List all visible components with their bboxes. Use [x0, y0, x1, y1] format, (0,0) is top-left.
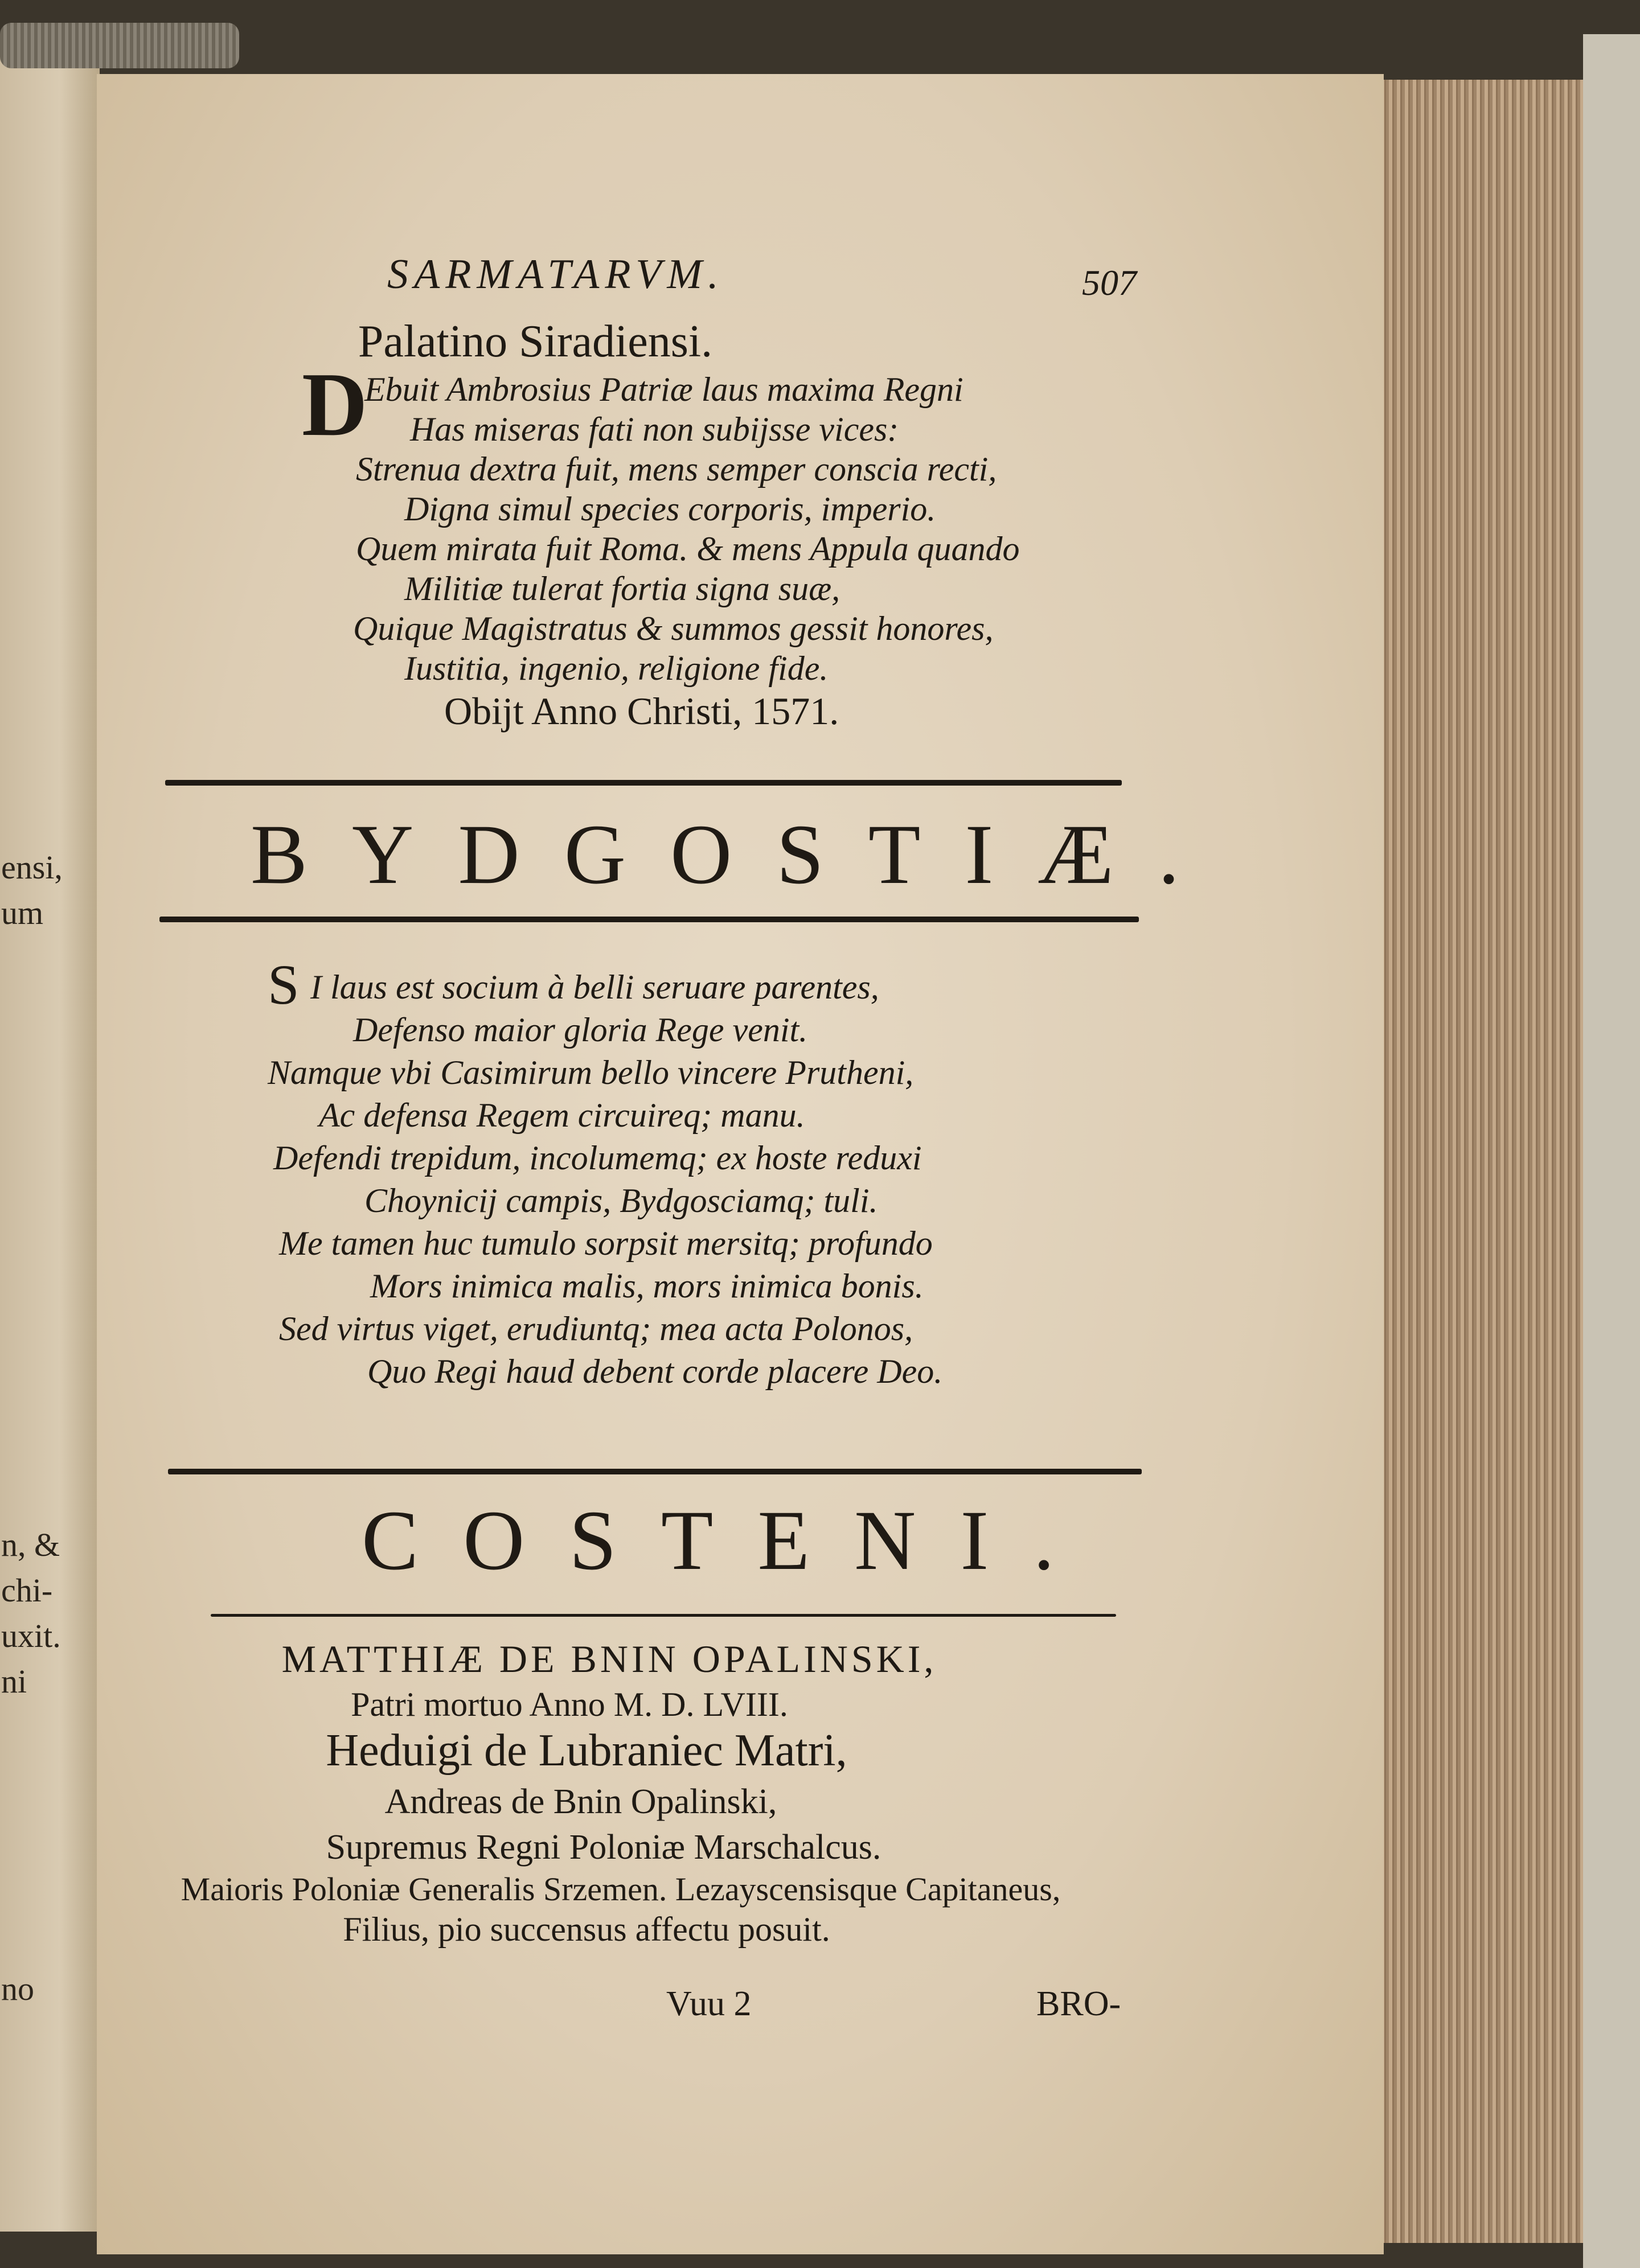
- left-fragment: ensi,: [1, 849, 63, 886]
- catchword: BRO-: [1036, 1984, 1121, 2023]
- spine-binding: [0, 23, 239, 68]
- verse-line: Iustitia, ingenio, religione fide.: [404, 650, 829, 687]
- verse-line: Strenua dextra fuit, mens semper conscia recti,: [356, 450, 997, 488]
- page-number: 507: [1082, 262, 1137, 303]
- section-heading: Palatino Siradiensi.: [358, 317, 713, 367]
- verse-line: Quem mirata fuit Roma. & mens Appula quando: [356, 530, 1020, 568]
- left-fragment: n, &: [1, 1526, 60, 1563]
- rule-divider: [165, 780, 1122, 786]
- dedication-line: Filius, pio succensus affectu posuit.: [343, 1910, 830, 1948]
- dedication-line: MATTHIÆ DE BNIN OPALINSKI,: [281, 1637, 937, 1681]
- verse-line: Defenso maior gloria Rege venit.: [353, 1011, 808, 1049]
- verse-line: Mors inimica malis, mors inimica bonis.: [370, 1267, 924, 1305]
- verse-line: Sed virtus viget, erudiuntq; mea acta Polonos,: [279, 1310, 913, 1347]
- verse-line: I laus est socium à belli seruare parentes,: [310, 968, 879, 1006]
- section-heading: COSTENI.: [362, 1493, 1099, 1588]
- left-fragment: um: [1, 894, 44, 931]
- verse-line: Me tamen huc tumulo sorpsit mersitq; profundo: [279, 1225, 933, 1262]
- verse-line: Defendi trepidum, incolumemq; ex hoste reduxi: [273, 1139, 922, 1177]
- verse-line: Digna simul species corporis, imperio.: [404, 490, 936, 528]
- dedication-line: Maioris Poloniæ Generalis Srzemen. Lezayscensisque Capitaneus,: [181, 1871, 1061, 1908]
- verse-line: Militiæ tulerat fortia signa suæ,: [404, 570, 840, 607]
- book-cover-edge: [1583, 34, 1640, 2268]
- dedication-line: Heduigi de Lubraniec Matri,: [326, 1725, 847, 1776]
- signature-mark: Vuu 2: [666, 1984, 752, 2023]
- dedication-line: Patri mortuo Anno M. D. LVIII.: [351, 1686, 788, 1723]
- drop-cap: D: [302, 354, 368, 455]
- dedication-line: Supremus Regni Poloniæ Marschalcus.: [326, 1828, 882, 1867]
- left-fragment: ni: [1, 1663, 27, 1700]
- drop-cap: S: [268, 953, 300, 1016]
- left-fragment: chi-: [1, 1572, 53, 1609]
- book-page: [97, 74, 1384, 2254]
- running-title: SARMATARVM.: [387, 251, 724, 298]
- dedication-line: Andreas de Bnin Opalinski,: [384, 1782, 777, 1821]
- verse-line: Quo Regi haud debent corde placere Deo.: [367, 1353, 943, 1390]
- verse-line: Quique Magistratus & summos gessit honores,: [353, 610, 994, 647]
- rule-divider: [159, 917, 1139, 922]
- page-block-edge: [1378, 80, 1594, 2243]
- verse-line: Ac defensa Regem circuireq; manu.: [319, 1096, 805, 1134]
- verse-line: Ebuit Ambrosius Patriæ laus maxima Regni: [364, 371, 964, 408]
- rule-divider: [168, 1469, 1142, 1474]
- verse-line: Namque vbi Casimirum bello vincere Prutheni,: [268, 1054, 914, 1091]
- rule-divider: [211, 1614, 1116, 1617]
- section-heading: BYDGOSTIÆ.: [251, 807, 1224, 902]
- left-fragment: no: [1, 1970, 34, 2007]
- left-fragment: uxit.: [1, 1617, 61, 1654]
- verse-line: Has miseras fati non subijsse vices:: [410, 410, 899, 448]
- obit-line: Obijt Anno Christi, 1571.: [444, 689, 839, 733]
- verse-line: Choynicij campis, Bydgosciamq; tuli.: [364, 1182, 878, 1219]
